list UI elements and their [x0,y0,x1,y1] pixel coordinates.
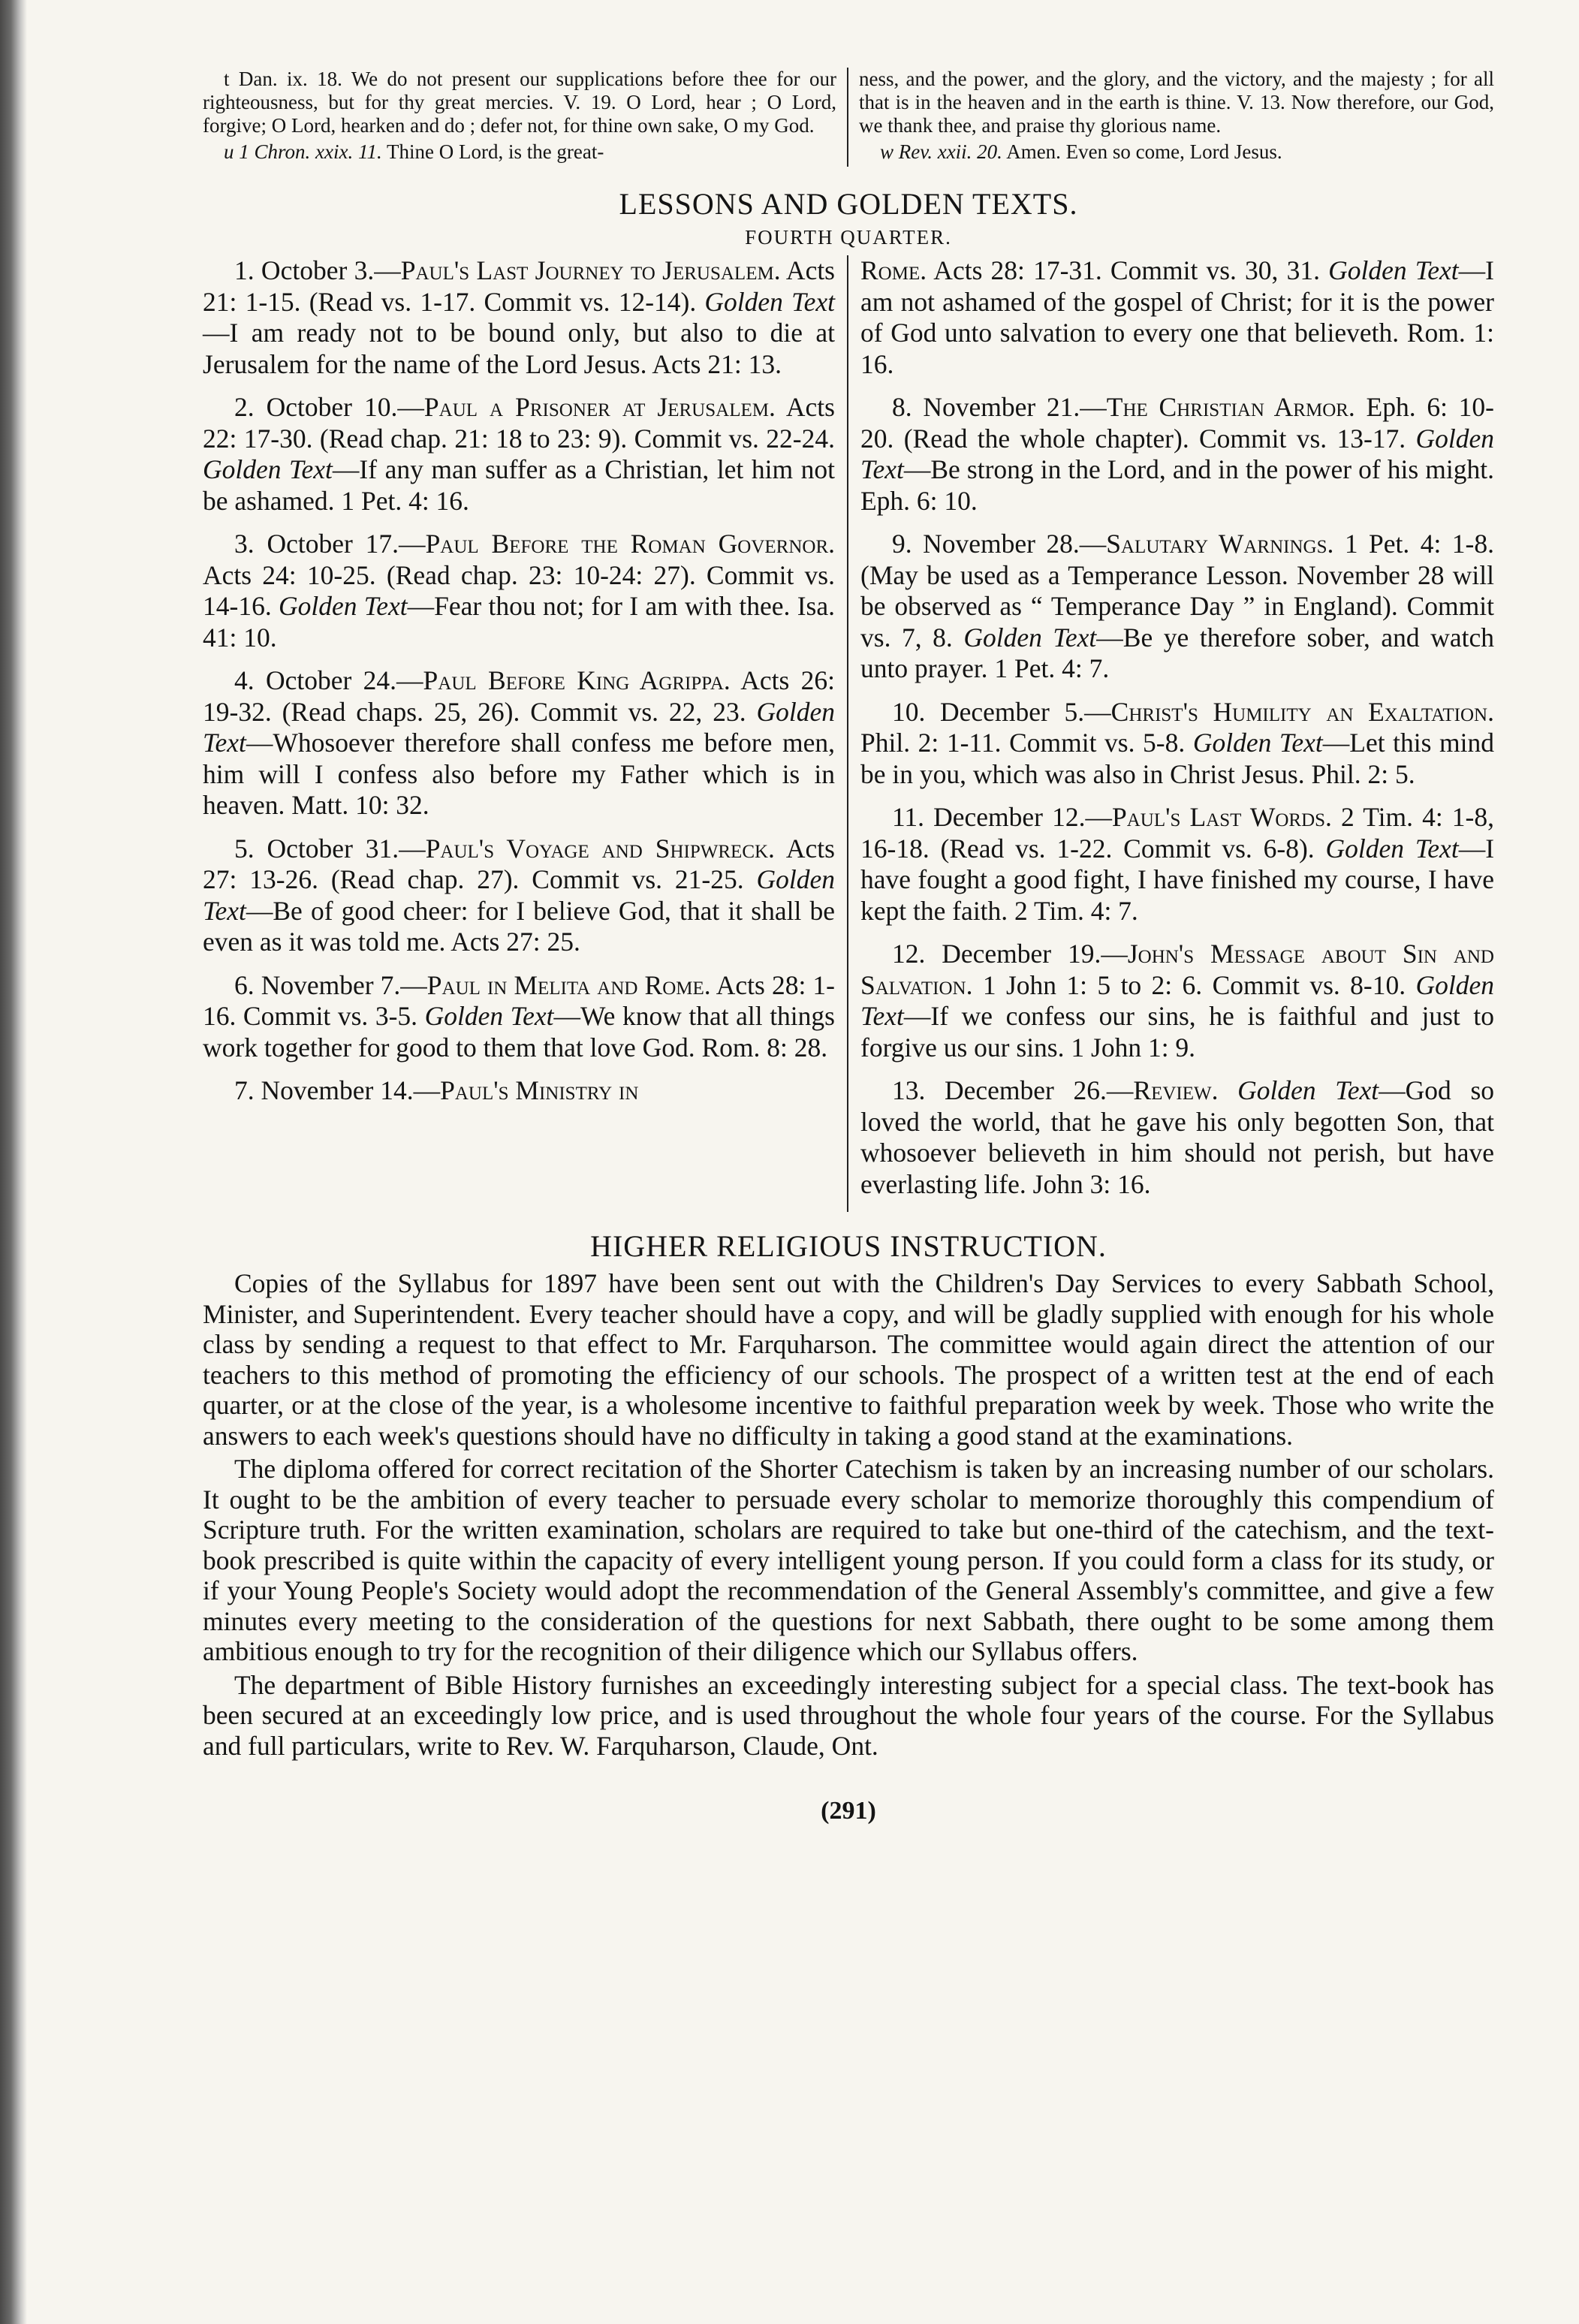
lesson-lead: 9. November 28.— [892,529,1107,559]
lesson-title: Paul's Last Words. [1111,802,1332,832]
lesson-lead: 6. November 7.— [234,969,427,1000]
page-number: (291) [821,1797,876,1825]
lesson-title: The Christian Armor. [1106,392,1355,422]
higher-instruction-title: HIGHER RELIGIOUS INSTRUCTION. [590,1229,1107,1263]
lesson-reference: Acts 27: 13-26. (Read chap. 27). Commit vs. 21-25. [203,833,835,894]
lesson-reference: 2 Tim. 4: 1-8, 16-18. (Read vs. 1-22. Commit vs. 6-8). [860,802,1494,864]
lesson-entry [203,1075,835,1107]
lessons-right-column [848,255,1494,1212]
lesson-reference: 1 Pet. 4: 1-8. (May be used as a Temperance Lesson. November 28 will be observed as “ Temperance Day ” in England). Commit vs. 7, 8. [860,529,1494,653]
footnote-text: Thine O Lord, is the great- [381,140,604,163]
lesson-lead: 12. December 19.— [892,939,1128,969]
golden-text-label: Golden Text [860,423,1494,484]
footnote [203,140,836,164]
golden-text: —I have fought a good fight, I have finished my course, I have kept the faith. 2 Tim. 4: 7. [860,833,1495,926]
footnotes-left-column [203,68,848,167]
lesson-reference: Phil. 2: 1-11. Commit vs. 5-8. [860,728,1193,758]
lesson-reference: Acts 24: 10-25. (Read chap. 23: 10-24: 27). Commit vs. 14-16. [203,559,835,621]
lesson-reference: Eph. 6: 10-20. (Read the whole chapter). Commit vs. 13-17. [860,392,1494,454]
lesson-entry [860,697,1494,791]
lesson-entry [860,939,1494,1063]
lesson-entry [860,802,1494,927]
golden-text: —If we confess our sins, he is faithful and just to forgive us our sins. 1 John 1: 9. [860,1001,1494,1063]
golden-text: —Be strong in the Lord, and in the power of his might. Eph. 6: 10. [860,454,1494,516]
lesson-reference: Acts 28: 17-31. Commit vs. 30, 31. [927,255,1329,285]
golden-text-label: Golden Text [203,696,835,758]
lesson-entry [203,665,835,821]
lesson-title: Paul in Melita and Rome. [426,969,711,1000]
lesson-entry [203,833,835,958]
lesson-reference: Acts 22: 17-30. (Read chap. 21: 18 to 23: 9). Commit vs. 22-24. [203,392,835,454]
lesson-reference: Acts 21: 1-15. (Read vs. 1-17. Commit vs. 12-14). [203,255,836,317]
lesson-entry [860,255,1494,380]
golden-text: —Be ye therefore sober, and watch unto prayer. 1 Pet. 4: 7. [860,622,1494,683]
lesson-lead: 1. October 3.— [234,255,401,285]
lesson-lead: 3. October 17.— [234,529,426,559]
footnote-ref: u 1 Chron. xxix. 11. [224,140,382,163]
lesson-entry [203,392,835,517]
golden-text-label: Golden Text [203,864,835,926]
golden-text-label: Golden Text [1192,728,1323,758]
lesson-title: Paul's Ministry in [440,1075,639,1105]
lesson-title: Paul's Voyage and Shipwreck. [425,833,775,864]
page-binding-edge [0,0,27,2324]
lesson-title: Review. [1133,1075,1219,1105]
golden-text-label: Golden Text [704,286,835,317]
golden-text-label: Golden Text [1237,1075,1379,1105]
lesson-reference: 1 John 1: 5 to 2: 6. Commit vs. 8-10. [972,969,1416,1000]
golden-text: —Let this mind be in you, which was also in Christ Jesus. Phil. 2: 5. [860,728,1495,789]
footnote-text: Amen. Even so come, Lord Jesus. [1002,140,1282,163]
footnotes [203,68,1494,167]
lesson-reference: Acts 28: 1-16. Commit vs. 3-5. [203,969,835,1031]
lessons-title: LESSONS AND GOLDEN TEXTS. [619,187,1078,221]
lesson-title: Rome. [860,255,927,285]
footnote [203,68,836,137]
lesson-lead: 2. October 10.— [234,392,424,422]
golden-text: —Whosoever therefore shall confess me before men, him will I confess also before my Father which is in heaven. Matt. 10: 32. [203,728,835,820]
golden-text-label: Golden Text [203,454,333,484]
footnote-text: ness, and the power, and the glory, and the victory, and the majesty ; for all that is in the heaven and in the earth is thine. V. 13. Now therefore, our God, we thank thee, and praise thy glorious name. [859,68,1494,137]
footnote [859,68,1494,137]
lessons-left-column [203,255,848,1212]
golden-text: —Be of good cheer: for I believe God, that it shall be even as it was told me. Acts 27: 25. [203,895,835,957]
lesson-title: John's Message about Sin and Salvation. [860,939,1494,1000]
lesson-entry [203,255,835,380]
lesson-entry [860,529,1494,685]
document-page [203,68,1494,1825]
footnotes-right-column [848,68,1494,167]
higher-instruction-paragraph: Copies of the Syllabus for 1897 have been sent out with the Children's Day Services to every Sabbath School, Minister, and Superintendent. Every teacher should have a copy, and will be gladly supplied with enough for his whole class by sending a request to that effect to Mr. Farquharson. The committee would again direct the attention of our teachers to this method of promoting the efficiency of our schools. The prospect of a written test at the end of each quarter, or at the close of the year, is a wholesome incentive to faithful preparation week by week. Those who write the answers to each week's questions should have no difficulty in taking a good stand at the examinations. [203,1268,1494,1451]
footnote-ref: t Dan. ix. 18. [224,68,342,90]
lesson-lead: 8. November 21.— [892,392,1107,422]
lesson-lead: 5. October 31.— [234,833,426,864]
golden-text-label: Golden Text [1328,255,1459,285]
lessons-columns [203,255,1494,1212]
lesson-entry [860,1075,1494,1200]
lesson-lead: 7. November 14.— [234,1075,441,1105]
golden-text-label: Golden Text [963,622,1097,653]
footnote-ref: w Rev. xxii. 20. [880,140,1002,163]
lesson-title: Christ's Humility an Exaltation. [1110,696,1494,727]
lesson-title: Paul a Prisoner at Jerusalem. [423,392,776,422]
lesson-title: Paul Before the Roman Governor. [425,529,835,559]
lesson-lead: 11. December 12.— [892,802,1112,832]
golden-text-label: Golden Text [860,969,1494,1031]
lesson-title: Salutary Warnings. [1106,529,1334,559]
footnote-text: We do not present our supplications before thee for our righteousness, but for thy great mercies. V. 19. O Lord, hear ; O Lord, forgive; O Lord, hearken and do ; defer not, for thine own sake, O my God. [203,68,836,137]
lessons-subtitle: FOURTH QUARTER. [745,226,952,249]
golden-text: —God so loved the world, that he gave his only begotten Son, that whosoever believeth in him should not perish, but have everlasting life. John 3: 16. [860,1075,1495,1199]
higher-instruction-paragraph: The department of Bible History furnishes an exceedingly interesting subject for a special class. The text-book has been secured at an exceedingly low price, and is used throughout the whole four years of the course. For the Syllabus and full particulars, write to Rev. W. Farquharson, Claude, Ont. [203,1669,1494,1761]
lesson-entry [203,970,835,1064]
lesson-lead: 10. December 5.— [892,696,1111,727]
footnote [859,140,1494,164]
lesson-entry [203,529,835,653]
higher-instruction-paragraph: The diploma offered for correct recitation of the Shorter Catechism is taken by an increasing number of our scholars. It ought to be the ambition of every teacher to persuade every scholar to memorize thoroughly this compendium of Scripture truth. For the written examination, scholars are required to take but one-third of the catechism, and the text-book prescribed is quite within the capacity of every intelligent young person. If you could form a class for its study, or if your Young People's Society would adopt the recommendation of the General Assembly's committee, and give a few minutes every meeting to the consideration of the questions for next Sabbath, there ought to be some among them ambitious enough to try for the recognition of their diligence which our Syllabus offers. [203,1454,1494,1666]
lesson-entry [860,392,1494,517]
golden-text: —If any man suffer as a Christian, let him not be ashamed. 1 Pet. 4: 16. [203,454,835,516]
lesson-title: Paul Before King Agrippa. [423,665,731,695]
golden-text: —We know that all things work together for good to them that love God. Rom. 8: 28. [203,1001,835,1063]
golden-text-label: Golden Text [424,1001,554,1031]
lesson-reference [1218,1075,1237,1105]
lesson-reference: Acts 26: 19-32. (Read chaps. 25, 26). Commit vs. 22, 23. [203,665,835,727]
golden-text-label: Golden Text [1325,833,1459,864]
lesson-lead: 13. December 26.— [892,1075,1134,1105]
lesson-title: Paul's Last Journey to Jerusalem. [400,255,781,285]
golden-text: —I am not ashamed of the gospel of Christ; for it is the power of God unto salvation to every one that believeth. Rom. 1: 16. [860,255,1494,379]
golden-text: —I am ready not to be bound only, but also to die at Jerusalem for the name of the Lord Jesus. Acts 21: 13. [203,318,835,379]
golden-text: —Fear thou not; for I am with thee. Isa. 41: 10. [203,591,835,653]
golden-text-label: Golden Text [279,591,408,621]
lesson-lead: 4. October 24.— [234,665,423,695]
